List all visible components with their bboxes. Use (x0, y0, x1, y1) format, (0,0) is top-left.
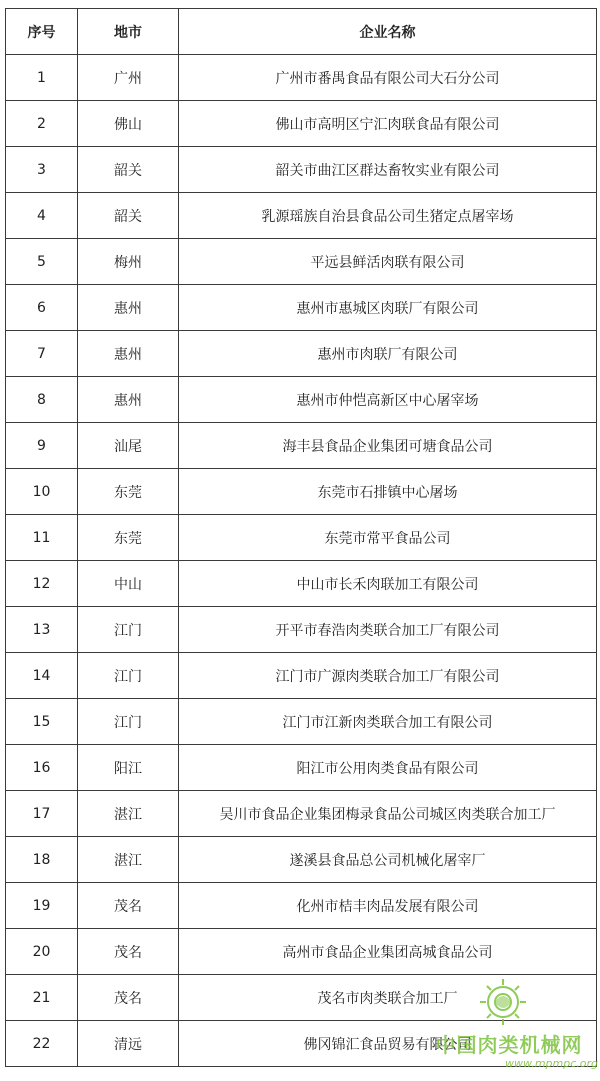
cell-index: 1 (6, 55, 78, 101)
cell-index: 11 (6, 515, 78, 561)
cell-city: 清远 (78, 1021, 179, 1067)
cell-company: 平远县鲜活肉联有限公司 (179, 239, 597, 285)
table-row (6, 699, 597, 745)
cell-company: 韶关市曲江区群达畜牧实业有限公司 (179, 147, 597, 193)
cell-index: 14 (6, 653, 78, 699)
cell-city: 茂名 (78, 929, 179, 975)
cell-city: 惠州 (78, 377, 179, 423)
cell-city: 茂名 (78, 883, 179, 929)
cell-city: 江门 (78, 607, 179, 653)
cell-index: 16 (6, 745, 78, 791)
cell-city: 茂名 (78, 975, 179, 1021)
cell-index: 22 (6, 1021, 78, 1067)
cell-city: 东莞 (78, 515, 179, 561)
header-index: 序号 (6, 9, 78, 55)
cell-city: 佛山 (78, 101, 179, 147)
table-row (6, 515, 597, 561)
cell-index: 10 (6, 469, 78, 515)
cell-company: 惠州市肉联厂有限公司 (179, 331, 597, 377)
cell-company: 佛山市高明区宁汇肉联食品有限公司 (179, 101, 597, 147)
cell-city: 惠州 (78, 331, 179, 377)
cell-company: 化州市桔丰肉品发展有限公司 (179, 883, 597, 929)
cell-city: 广州 (78, 55, 179, 101)
table-row (6, 331, 597, 377)
watermark-site-name: 中国肉类机械网 (435, 1033, 583, 1057)
table-row (6, 423, 597, 469)
table-row (6, 745, 597, 791)
cell-index: 21 (6, 975, 78, 1021)
cell-company: 东莞市常平食品公司 (179, 515, 597, 561)
watermark-url: www.mpmpc.org (505, 1057, 598, 1070)
table-row (6, 147, 597, 193)
cell-index: 20 (6, 929, 78, 975)
cell-company: 遂溪县食品总公司机械化屠宰厂 (179, 837, 597, 883)
cell-city: 惠州 (78, 285, 179, 331)
cell-company: 吴川市食品企业集团梅录食品公司城区肉类联合加工厂 (179, 791, 597, 837)
cell-city: 湛江 (78, 837, 179, 883)
cell-company: 东莞市石排镇中心屠场 (179, 469, 597, 515)
table-row (6, 607, 597, 653)
cell-city: 梅州 (78, 239, 179, 285)
table-row (6, 561, 597, 607)
cell-company: 阳江市公用肉类食品有限公司 (179, 745, 597, 791)
table-row (6, 285, 597, 331)
cell-index: 5 (6, 239, 78, 285)
cell-index: 2 (6, 101, 78, 147)
table-row (6, 55, 597, 101)
cell-company: 惠州市惠城区肉联厂有限公司 (179, 285, 597, 331)
cell-index: 17 (6, 791, 78, 837)
enterprise-table (5, 8, 597, 1067)
cell-company: 佛冈锦汇食品贸易有限公司 (179, 1021, 597, 1067)
cell-company: 广州市番禺食品有限公司大石分公司 (179, 55, 597, 101)
cell-index: 13 (6, 607, 78, 653)
cell-city: 湛江 (78, 791, 179, 837)
header-city: 地市 (78, 9, 179, 55)
cell-company: 江门市广源肉类联合加工厂有限公司 (179, 653, 597, 699)
cell-index: 8 (6, 377, 78, 423)
table-row (6, 469, 597, 515)
cell-city: 韶关 (78, 193, 179, 239)
cell-index: 19 (6, 883, 78, 929)
cell-city: 东莞 (78, 469, 179, 515)
table-row (6, 929, 597, 975)
cell-company: 海丰县食品企业集团可塘食品公司 (179, 423, 597, 469)
cell-city: 中山 (78, 561, 179, 607)
table-row (6, 975, 597, 1021)
cell-index: 15 (6, 699, 78, 745)
cell-company: 开平市春浩肉类联合加工厂有限公司 (179, 607, 597, 653)
cell-company: 江门市江新肉类联合加工有限公司 (179, 699, 597, 745)
table-row (6, 791, 597, 837)
table-row (6, 653, 597, 699)
cell-city: 江门 (78, 653, 179, 699)
cell-company: 高州市食品企业集团高城食品公司 (179, 929, 597, 975)
table-header-row (6, 9, 597, 55)
table-row (6, 239, 597, 285)
table-row (6, 837, 597, 883)
cell-index: 7 (6, 331, 78, 377)
cell-index: 6 (6, 285, 78, 331)
cell-company: 惠州市仲恺高新区中心屠宰场 (179, 377, 597, 423)
cell-city: 阳江 (78, 745, 179, 791)
table-row (6, 1021, 597, 1067)
cell-index: 3 (6, 147, 78, 193)
cell-index: 12 (6, 561, 78, 607)
cell-city: 汕尾 (78, 423, 179, 469)
cell-index: 4 (6, 193, 78, 239)
cell-company: 乳源瑶族自治县食品公司生猪定点屠宰场 (179, 193, 597, 239)
table-row (6, 101, 597, 147)
table-row (6, 377, 597, 423)
header-company: 企业名称 (179, 9, 597, 55)
cell-index: 9 (6, 423, 78, 469)
cell-company: 中山市长禾肉联加工有限公司 (179, 561, 597, 607)
cell-city: 韶关 (78, 147, 179, 193)
cell-company: 茂名市肉类联合加工厂 (179, 975, 597, 1021)
table-row (6, 883, 597, 929)
cell-index: 18 (6, 837, 78, 883)
cell-city: 江门 (78, 699, 179, 745)
table-row (6, 193, 597, 239)
